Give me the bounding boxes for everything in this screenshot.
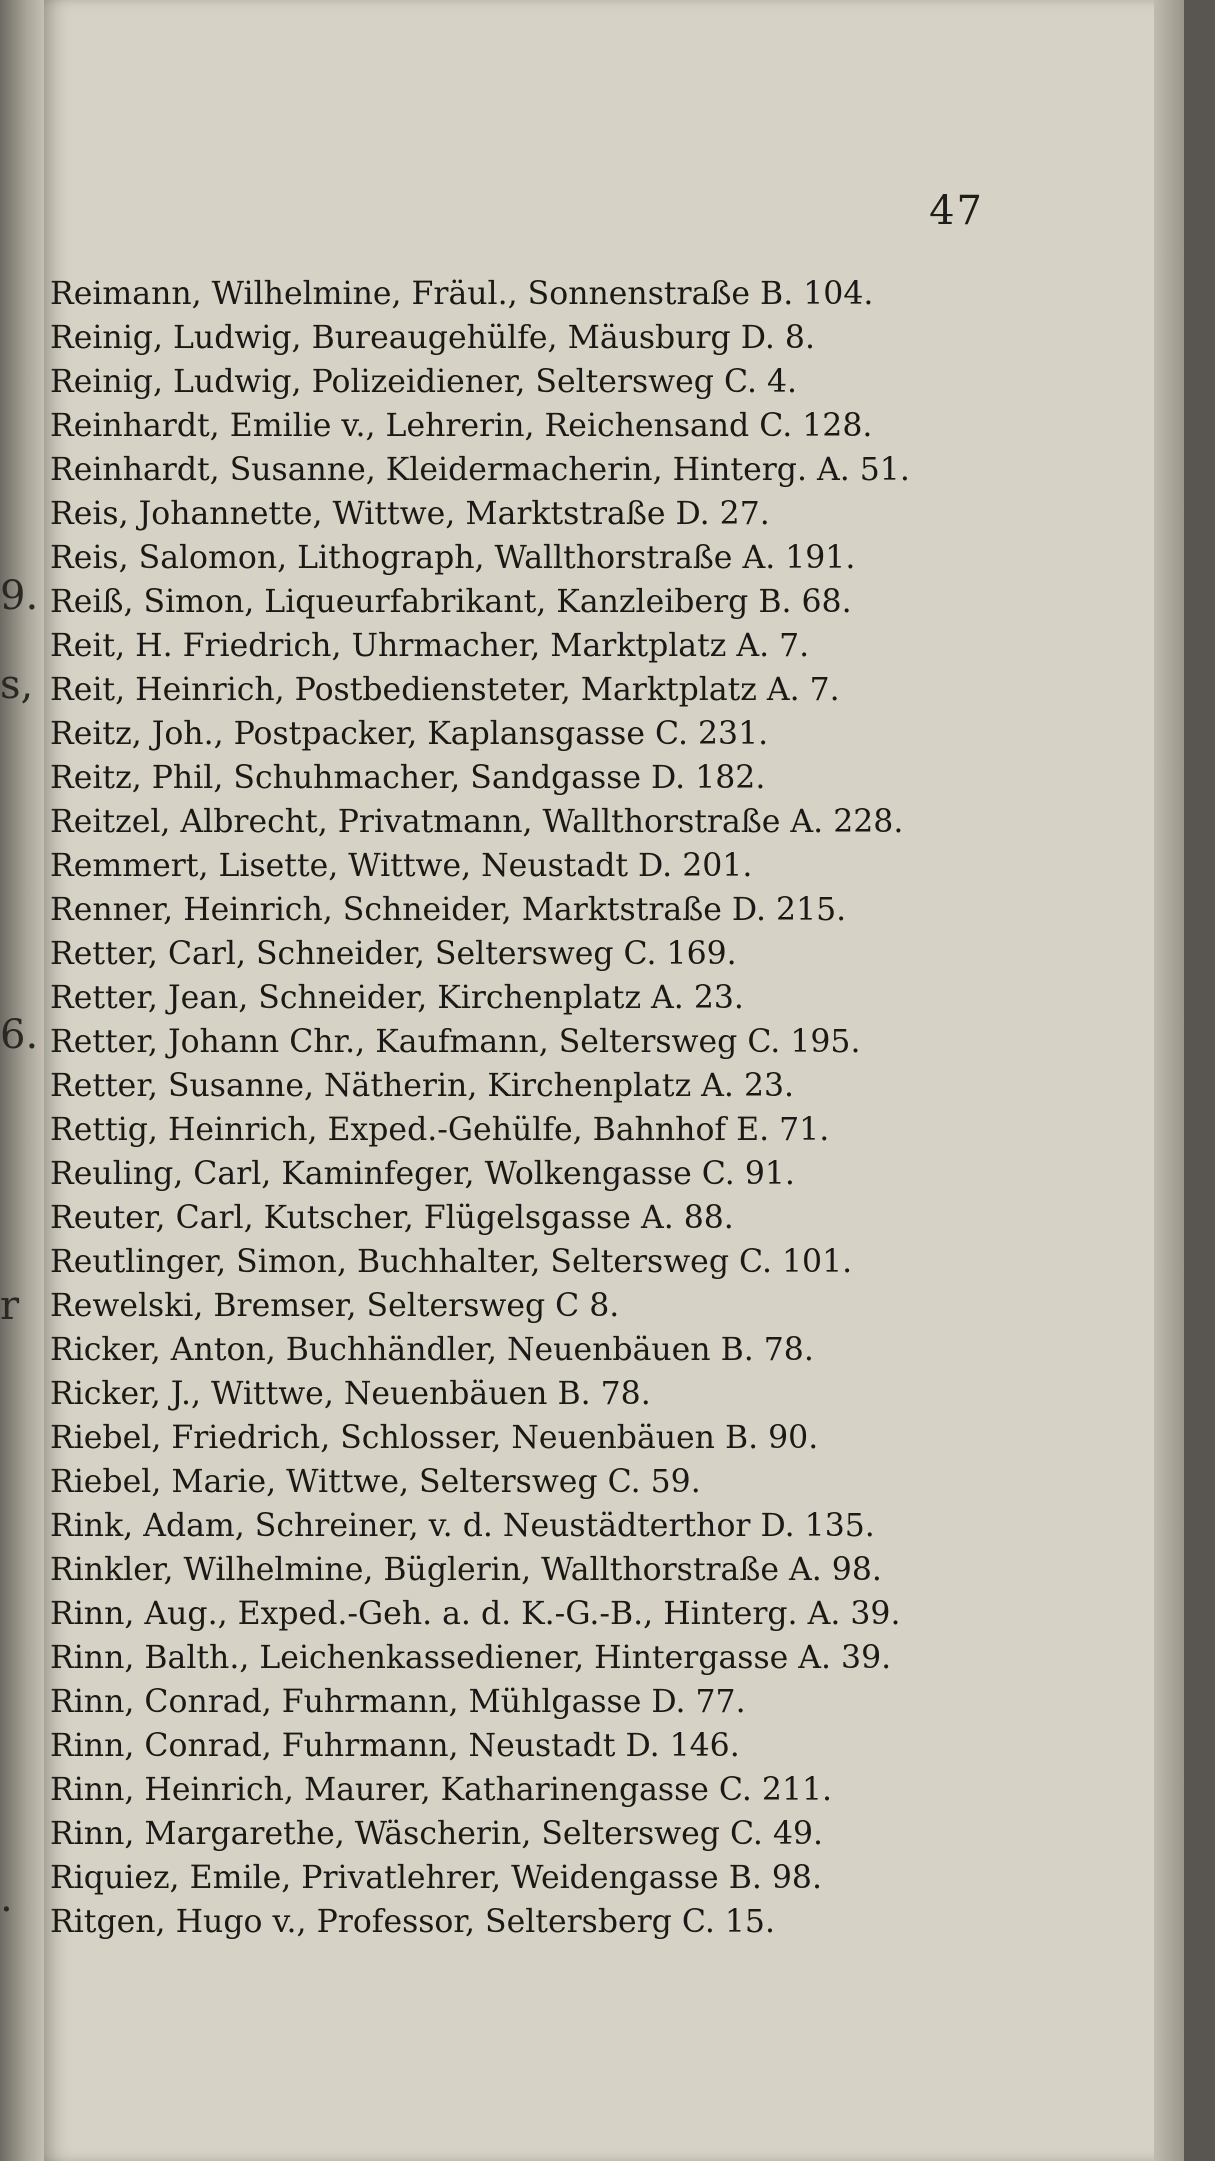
directory-entry: Reis, Salomon, Lithograph, Wallthorstraße A. 191. [50,540,856,576]
directory-entry: Reutlinger, Simon, Buchhalter, Seltersweg C. 101. [50,1244,853,1280]
directory-entry: Reit, H. Friedrich, Uhrmacher, Marktplatz A. 7. [50,628,810,664]
directory-entry: Rinn, Conrad, Fuhrmann, Neustadt D. 146. [50,1728,740,1764]
directory-entry: Reis, Johannette, Wittwe, Marktstraße D. 27. [50,496,770,532]
directory-entry: Reiß, Simon, Liqueurfabrikant, Kanzleiberg B. 68. [50,584,852,620]
directory-entries [50,272,1080,1944]
directory-entry: Reuter, Carl, Kutscher, Flügelsgasse A. 88. [50,1200,734,1236]
directory-entry: Rinn, Heinrich, Maurer, Katharinengasse C. 211. [50,1772,833,1808]
directory-entry: Renner, Heinrich, Schneider, Marktstraße D. 215. [50,892,847,928]
previous-page-fragment: r [0,1283,20,1329]
directory-entry: Rink, Adam, Schreiner, v. d. Neustädterthor D. 135. [50,1508,875,1544]
directory-entry: Retter, Susanne, Nätherin, Kirchenplatz A. 23. [50,1068,795,1104]
directory-entry: Reitz, Phil, Schuhmacher, Sandgasse D. 182. [50,760,766,796]
directory-entry: Remmert, Lisette, Wittwe, Neustadt D. 201. [50,848,753,884]
page-edge [1154,0,1184,2161]
directory-entry: Riquiez, Emile, Privatlehrer, Weidengasse B. 98. [50,1860,822,1896]
directory-entry: Rettig, Heinrich, Exped.-Gehülfe, Bahnhof E. 71. [50,1112,830,1148]
directory-entry: Reit, Heinrich, Postbediensteter, Marktplatz A. 7. [50,672,840,708]
directory-entry: Rinkler, Wilhelmine, Büglerin, Wallthorstraße A. 98. [50,1552,882,1588]
directory-entry: Retter, Johann Chr., Kaufmann, Seltersweg C. 195. [50,1024,861,1060]
directory-entry: Reitz, Joh., Postpacker, Kaplansgasse C. 231. [50,716,769,752]
directory-entry: Ritgen, Hugo v., Professor, Seltersberg C. 15. [50,1904,775,1940]
directory-entry: Ricker, Anton, Buchhändler, Neuenbäuen B. 78. [50,1332,814,1368]
page-number: 47 [929,188,984,234]
directory-entry: Reinig, Ludwig, Bureaugehülfe, Mäusburg D. 8. [50,320,815,356]
previous-page-fragment: 6. [0,1012,39,1058]
directory-entry: Riebel, Friedrich, Schlosser, Neuenbäuen B. 90. [50,1420,819,1456]
directory-entry: Riebel, Marie, Wittwe, Seltersweg C. 59. [50,1464,701,1500]
directory-entry: Rinn, Balth., Leichenkassediener, Hintergasse A. 39. [50,1640,892,1676]
directory-entry: Reinhardt, Susanne, Kleidermacherin, Hinterg. A. 51. [50,452,910,488]
directory-entry: Ricker, J., Wittwe, Neuenbäuen B. 78. [50,1376,651,1412]
directory-entry: Reinhardt, Emilie v., Lehrerin, Reichensand C. 128. [50,408,873,444]
directory-entry: Reinig, Ludwig, Polizeidiener, Seltersweg C. 4. [50,364,798,400]
directory-entry: Reimann, Wilhelmine, Fräul., Sonnenstraße B. 104. [50,276,874,312]
directory-page [44,0,1184,2161]
directory-entry: Rinn, Margarethe, Wäscherin, Seltersweg C. 49. [50,1816,824,1852]
previous-page-fragment: . [0,1875,13,1921]
previous-page-fragment: 9. [0,573,39,619]
directory-entry: Reitzel, Albrecht, Privatmann, Wallthorstraße A. 228. [50,804,904,840]
directory-entry: Rewelski, Bremser, Seltersweg C 8. [50,1288,620,1324]
directory-entry: Rinn, Aug., Exped.-Geh. a. d. K.-G.-B., Hinterg. A. 39. [50,1596,901,1632]
directory-entry: Reuling, Carl, Kaminfeger, Wolkengasse C. 91. [50,1156,795,1192]
previous-page-fragment: s, [0,662,34,708]
directory-entry: Retter, Carl, Schneider, Seltersweg C. 169. [50,936,737,972]
directory-entry: Rinn, Conrad, Fuhrmann, Mühlgasse D. 77. [50,1684,746,1720]
directory-entry: Retter, Jean, Schneider, Kirchenplatz A. 23. [50,980,744,1016]
